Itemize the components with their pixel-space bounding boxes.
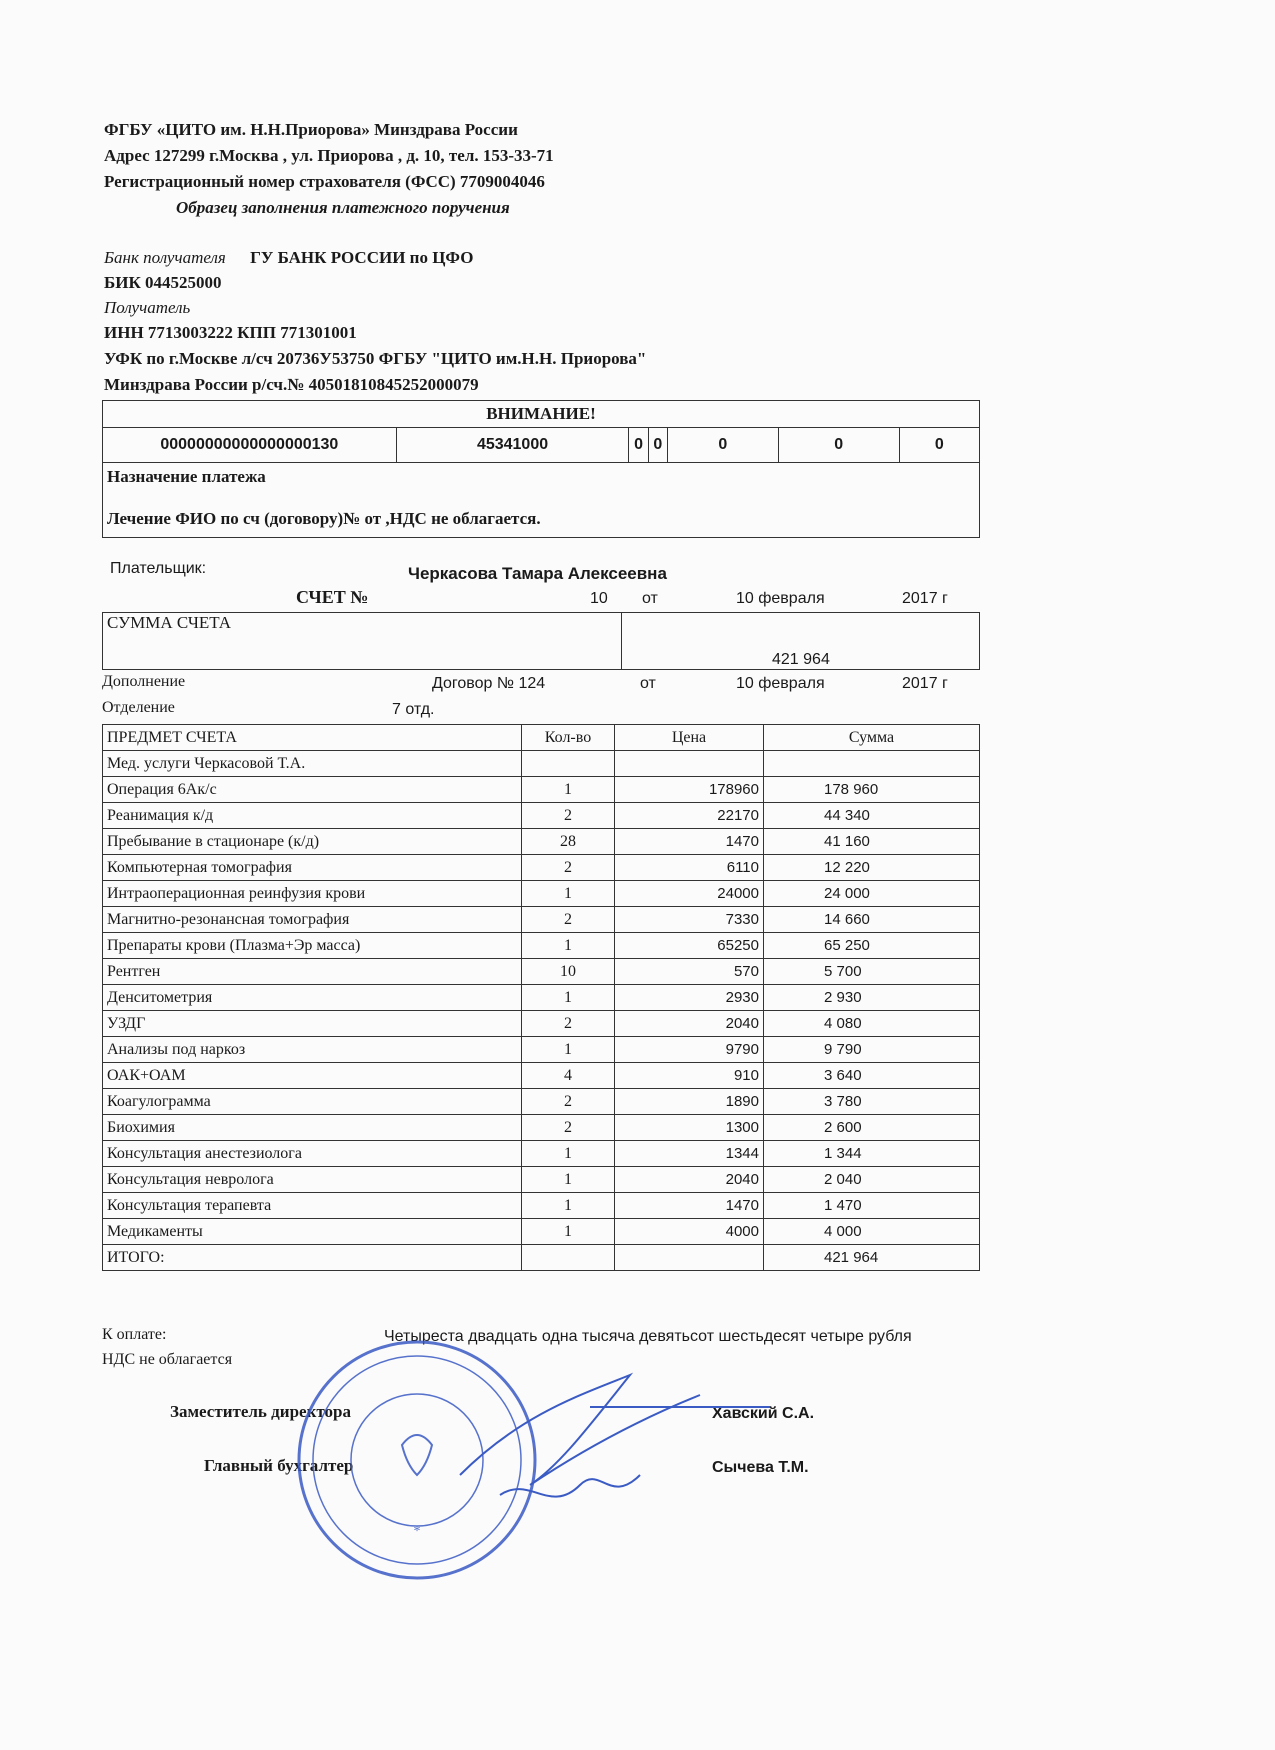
- item-qty: 1: [522, 881, 615, 907]
- item-name: Интраоперационная реинфузия крови: [103, 881, 522, 907]
- deputy-name: Хавский С.А.: [712, 1405, 815, 1422]
- item-sum: 1 470: [764, 1193, 980, 1219]
- pay-words: Четыреста двадцать одна тысяча девятьсот шестьдесят четыре рубля: [384, 1328, 912, 1345]
- item-price: 910: [615, 1063, 764, 1089]
- item-sum: 4 000: [764, 1219, 980, 1245]
- recipient-label: Получатель: [104, 298, 191, 317]
- table-row: [103, 933, 980, 959]
- col-header-subject: ПРЕДМЕТ СЧЕТА: [103, 725, 522, 751]
- vat-note: НДС не облагается: [102, 1351, 233, 1368]
- item-rows: [103, 777, 980, 1245]
- item-price: 7330: [615, 907, 764, 933]
- table-row: [103, 777, 980, 803]
- item-sum: 2 040: [764, 1167, 980, 1193]
- attention-table: [102, 400, 980, 538]
- col-header-price: Цена: [615, 725, 764, 751]
- table-row: [103, 985, 980, 1011]
- code-7: 0: [899, 428, 979, 463]
- total-label: ИТОГО:: [103, 1245, 522, 1271]
- item-sum: 178 960: [764, 777, 980, 803]
- item-price: 22170: [615, 803, 764, 829]
- bik: БИК 044525000: [104, 273, 222, 292]
- attention-title: ВНИМАНИЕ!: [103, 401, 980, 428]
- item-qty: 28: [522, 829, 615, 855]
- item-qty: 2: [522, 1011, 615, 1037]
- item-qty: 1: [522, 1141, 615, 1167]
- item-sum: 3 780: [764, 1089, 980, 1115]
- item-price: 2930: [615, 985, 764, 1011]
- items-table: [102, 724, 980, 1271]
- table-row: [103, 855, 980, 881]
- item-name: Рентген: [103, 959, 522, 985]
- table-row: [103, 1089, 980, 1115]
- sum-table: [102, 612, 980, 670]
- accountant-label: Главный бухгалтер: [204, 1456, 354, 1475]
- payer-label: Плательщик:: [110, 560, 207, 577]
- code-4: 0: [648, 428, 667, 463]
- table-row: [103, 959, 980, 985]
- total-empty-qty: [522, 1245, 615, 1271]
- table-subtitle: Мед. услуги Черкасовой Т.А.: [103, 751, 522, 777]
- item-qty: 2: [522, 907, 615, 933]
- dept-value: 7 отд.: [392, 701, 435, 718]
- item-price: 2040: [615, 1011, 764, 1037]
- sum-value: 421 964: [622, 613, 980, 670]
- item-qty: 2: [522, 1115, 615, 1141]
- total-value: 421 964: [764, 1245, 980, 1271]
- item-qty: 10: [522, 959, 615, 985]
- payer-name: Черкасова Тамара Алексеевна: [408, 564, 667, 583]
- item-name: Денситометрия: [103, 985, 522, 1011]
- item-price: 178960: [615, 777, 764, 803]
- item-sum: 12 220: [764, 855, 980, 881]
- item-sum: 24 000: [764, 881, 980, 907]
- item-sum: 4 080: [764, 1011, 980, 1037]
- table-row: [103, 1011, 980, 1037]
- item-price: 1470: [615, 1193, 764, 1219]
- col-header-qty: Кол-во: [522, 725, 615, 751]
- item-price: 1300: [615, 1115, 764, 1141]
- item-name: Коагулограмма: [103, 1089, 522, 1115]
- item-name: УЗДГ: [103, 1011, 522, 1037]
- inn-kpp: ИНН 7713003222 КПП 771301001: [104, 323, 357, 342]
- svg-text:*: *: [413, 1524, 421, 1539]
- table-row: [103, 907, 980, 933]
- sample-title: Образец заполнения платежного поручения: [176, 198, 510, 217]
- item-sum: 5 700: [764, 959, 980, 985]
- item-qty: 1: [522, 1219, 615, 1245]
- org-address: Адрес 127299 г.Москва , ул. Приорова , д. 10, тел. 153-33-71: [104, 146, 554, 165]
- item-qty: 1: [522, 777, 615, 803]
- item-qty: 1: [522, 1037, 615, 1063]
- contract-year: 2017 г: [902, 675, 948, 692]
- invoice-date: 10 февраля: [736, 590, 825, 607]
- bank-line: [104, 248, 473, 268]
- item-qty: 2: [522, 803, 615, 829]
- invoice-from: от: [642, 590, 658, 607]
- table-row: [103, 1193, 980, 1219]
- item-qty: 2: [522, 855, 615, 881]
- item-price: 4000: [615, 1219, 764, 1245]
- accountant-name: Сычева Т.М.: [712, 1459, 809, 1476]
- item-price: 9790: [615, 1037, 764, 1063]
- item-sum: 65 250: [764, 933, 980, 959]
- item-name: Консультация терапевта: [103, 1193, 522, 1219]
- subtitle-empty-qty: [522, 751, 615, 777]
- table-row: [103, 1141, 980, 1167]
- contract: Договор № 124: [432, 675, 546, 692]
- table-row: [103, 1219, 980, 1245]
- item-qty: 1: [522, 985, 615, 1011]
- item-name: Реанимация к/д: [103, 803, 522, 829]
- code-oktmo: 45341000: [396, 428, 629, 463]
- item-qty: 4: [522, 1063, 615, 1089]
- item-sum: 3 640: [764, 1063, 980, 1089]
- table-row: [103, 829, 980, 855]
- code-kbk: 00000000000000000130: [103, 428, 397, 463]
- item-qty: 1: [522, 933, 615, 959]
- invoice-year: 2017 г: [902, 590, 948, 607]
- account-line: Минздрава России р/сч.№ 40501810845252000079: [104, 375, 479, 394]
- item-qty: 2: [522, 1089, 615, 1115]
- item-sum: 14 660: [764, 907, 980, 933]
- item-name: Препараты крови (Плазма+Эр масса): [103, 933, 522, 959]
- pay-label: К оплате:: [102, 1326, 167, 1343]
- contract-from: от: [640, 675, 656, 692]
- item-name: Пребывание в стационаре (к/д): [103, 829, 522, 855]
- reg-number: Регистрационный номер страхователя (ФСС) 7709004046: [104, 172, 545, 191]
- item-name: ОАК+ОАМ: [103, 1063, 522, 1089]
- dept-label: Отделение: [102, 699, 175, 716]
- item-price: 24000: [615, 881, 764, 907]
- table-row: [103, 881, 980, 907]
- item-sum: 44 340: [764, 803, 980, 829]
- item-price: 1470: [615, 829, 764, 855]
- item-name: Операция 6Ак/с: [103, 777, 522, 803]
- item-sum: 2 600: [764, 1115, 980, 1141]
- bank-label: Банк получателя: [104, 248, 226, 267]
- item-name: Консультация невролога: [103, 1167, 522, 1193]
- subtitle-empty-sum: [764, 751, 980, 777]
- item-price: 2040: [615, 1167, 764, 1193]
- item-price: 65250: [615, 933, 764, 959]
- item-qty: 1: [522, 1167, 615, 1193]
- item-sum: 41 160: [764, 829, 980, 855]
- item-name: Магнитно-резонансная томография: [103, 907, 522, 933]
- table-row: [103, 1063, 980, 1089]
- org-name: ФГБУ «ЦИТО им. Н.Н.Приорова» Минздрава России: [104, 120, 518, 139]
- invoice-label: СЧЕТ №: [296, 587, 369, 607]
- table-row: [103, 1167, 980, 1193]
- code-5: 0: [667, 428, 778, 463]
- table-row: [103, 1115, 980, 1141]
- contract-date: 10 февраля: [736, 675, 825, 692]
- deputy-label: Заместитель директора: [170, 1402, 351, 1421]
- purpose-label: Назначение платежа: [107, 467, 266, 486]
- table-row: [103, 1037, 980, 1063]
- subtitle-empty-price: [615, 751, 764, 777]
- item-name: Компьютерная томография: [103, 855, 522, 881]
- item-price: 6110: [615, 855, 764, 881]
- item-qty: 1: [522, 1193, 615, 1219]
- invoice-number: 10: [590, 590, 608, 607]
- ufk-line: УФК по г.Москве л/сч 20736У53750 ФГБУ "ЦИТО им.Н.Н. Приорова": [104, 349, 647, 368]
- code-6: 0: [778, 428, 899, 463]
- item-sum: 2 930: [764, 985, 980, 1011]
- code-3: 0: [629, 428, 648, 463]
- item-name: Консультация анестезиолога: [103, 1141, 522, 1167]
- col-header-sum: Сумма: [764, 725, 980, 751]
- purpose-cell: [103, 463, 980, 538]
- bank-name: ГУ БАНК РОССИИ по ЦФО: [250, 248, 474, 267]
- signature-scribble: [440, 1355, 780, 1535]
- sum-label: СУММА СЧЕТА: [103, 613, 622, 670]
- purpose-text: Лечение ФИО по сч (договору)№ от ,НДС не облагается.: [107, 509, 541, 528]
- item-sum: 9 790: [764, 1037, 980, 1063]
- item-price: 1890: [615, 1089, 764, 1115]
- addition-label: Дополнение: [102, 673, 186, 690]
- item-price: 570: [615, 959, 764, 985]
- item-name: Медикаменты: [103, 1219, 522, 1245]
- item-name: Биохимия: [103, 1115, 522, 1141]
- total-empty-price: [615, 1245, 764, 1271]
- item-name: Анализы под наркоз: [103, 1037, 522, 1063]
- table-row: [103, 803, 980, 829]
- item-price: 1344: [615, 1141, 764, 1167]
- item-sum: 1 344: [764, 1141, 980, 1167]
